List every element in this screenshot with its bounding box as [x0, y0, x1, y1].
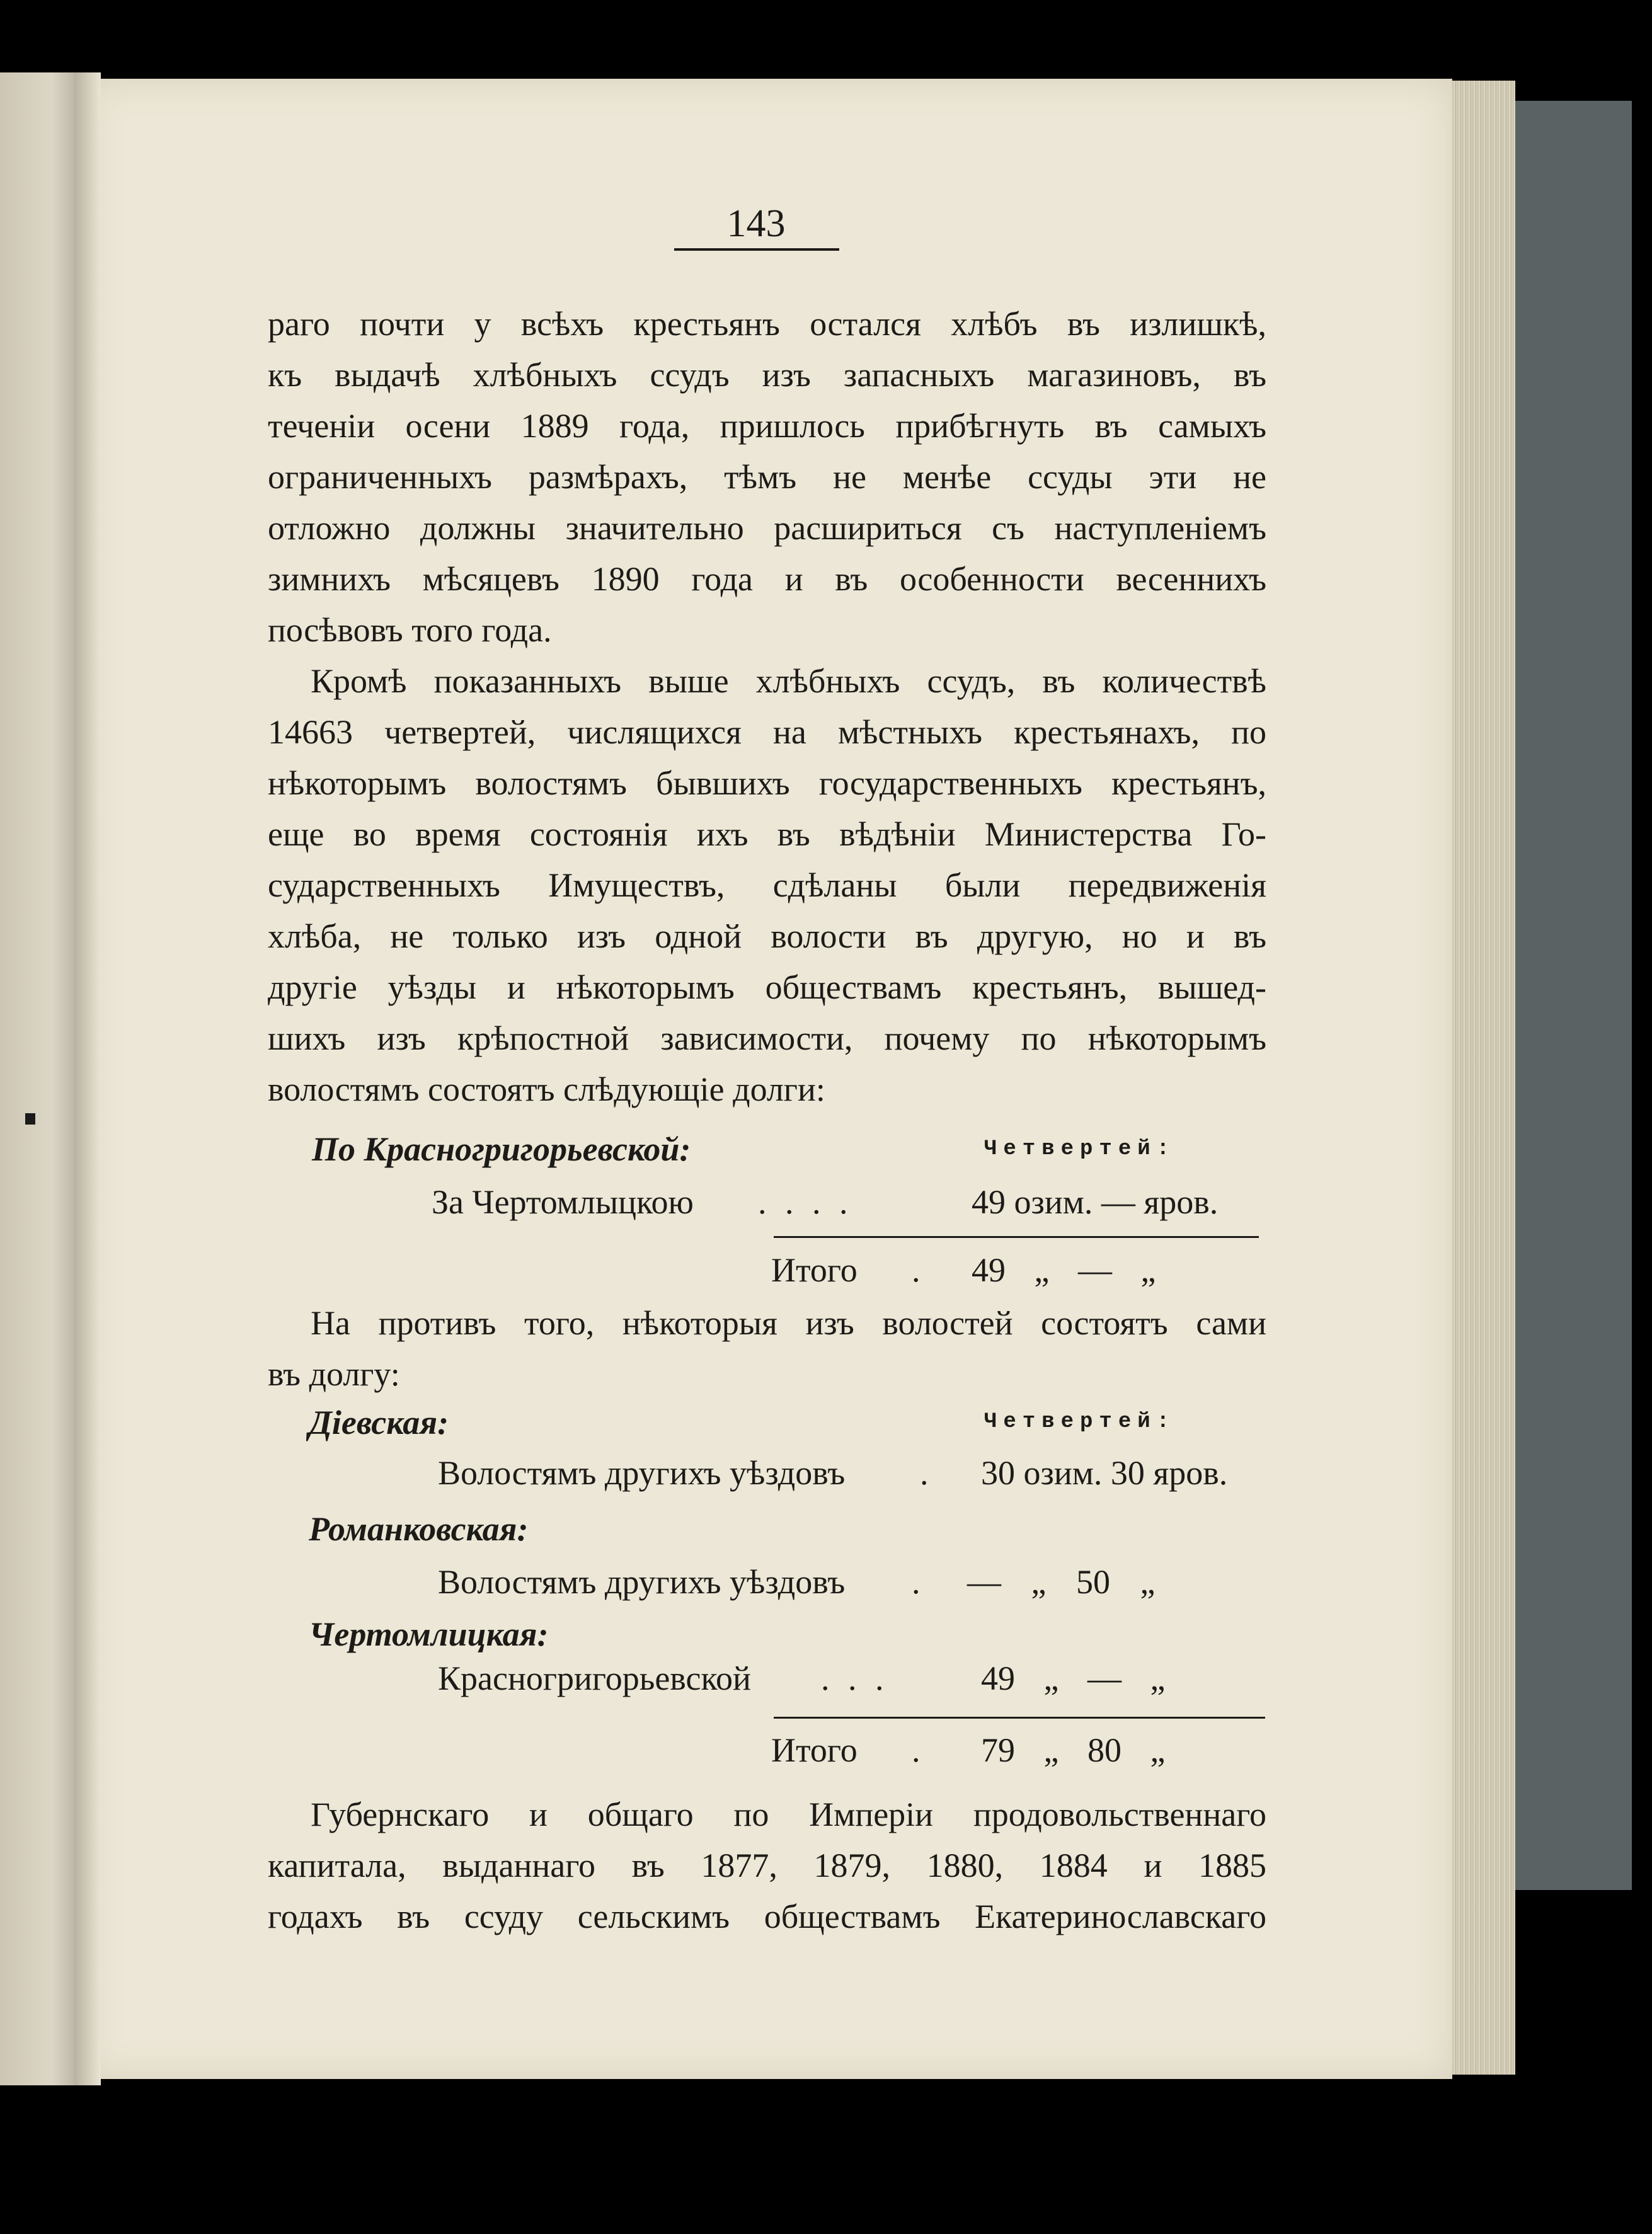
- total-value: 49 „ — „: [972, 1251, 1156, 1289]
- total-label: Итого: [771, 1251, 858, 1289]
- text-line: хлѣба, не только изъ одной волости въ другую, но и въ: [268, 917, 1266, 955]
- paragraph-3: [268, 1298, 1266, 1400]
- sum-rule: [774, 1236, 1259, 1238]
- text-line: другіе уѣзды и нѣкоторымъ обществамъ крестьянъ, вышед-: [268, 968, 1266, 1006]
- text-line: ограниченныхъ размѣрахъ, тѣмъ не менѣе ссуды эти не: [268, 458, 1266, 496]
- row-dots: .: [920, 1454, 929, 1492]
- page-number-rule: [674, 248, 839, 251]
- text-line: шихъ изъ крѣпостной зависимости, почему по нѣкоторымъ: [268, 1019, 1266, 1057]
- page-mark: [25, 1113, 35, 1125]
- row-dots: .: [912, 1563, 921, 1601]
- row-dots: . . .: [821, 1659, 889, 1697]
- text-line: 14663 четвертей, числящихся на мѣстныхъ крестьянахъ, по: [268, 713, 1266, 751]
- sum-rule: [774, 1717, 1265, 1719]
- row-label: За Чертомлыцкою: [432, 1183, 694, 1221]
- text-line: годахъ въ ссуду сельскимъ обществамъ Екатеринославскаго: [268, 1898, 1266, 1935]
- gutter: [74, 72, 101, 2085]
- volost-heading: По Красногригорьевской:: [312, 1130, 691, 1168]
- row-dots: . . . .: [758, 1183, 853, 1221]
- row-label: Красногригорьевской: [438, 1659, 751, 1697]
- text-line: сударственныхъ Имуществъ, сдѣланы были передвиженія: [268, 866, 1266, 904]
- row-value: 49 „ — „: [981, 1659, 1166, 1697]
- text-line: зимнихъ мѣсяцевъ 1890 года и въ особенности весеннихъ: [268, 560, 1266, 598]
- volost-heading: Чертомлицкая:: [309, 1615, 549, 1653]
- page-edges: [1446, 81, 1515, 2075]
- text-line: теченіи осени 1889 года, пришлось прибѣгнуть въ самыхъ: [268, 407, 1266, 445]
- row-label: Волостямъ другихъ уѣздовъ: [438, 1454, 846, 1492]
- paragraph-1: [268, 299, 1266, 656]
- text-line: Губернскаго и общаго по Имперіи продовольственнаго: [311, 1796, 1266, 1833]
- volost-heading: Романковская:: [309, 1510, 529, 1548]
- row-label: Волостямъ другихъ уѣздовъ: [438, 1563, 846, 1601]
- text-line: Кромѣ показанныхъ выше хлѣбныхъ ссудъ, въ количествѣ: [311, 662, 1266, 700]
- text-line: капитала, выданнаго въ 1877, 1879, 1880, 1884 и 1885: [268, 1847, 1266, 1884]
- unit-header: Четвертей:: [984, 1137, 1176, 1161]
- text-line: къ выдачѣ хлѣбныхъ ссудъ изъ запасныхъ магазиновъ, въ: [268, 356, 1266, 394]
- unit-header: Четвертей:: [984, 1410, 1176, 1434]
- text-line: раго почти у всѣхъ крестьянъ остался хлѣбъ въ излишкѣ,: [268, 305, 1266, 343]
- row-value: 49 озим. — яров.: [972, 1183, 1219, 1221]
- paragraph-4: [268, 1789, 1266, 1942]
- text-line: На противъ того, нѣкоторыя изъ волостей состоятъ сами: [311, 1304, 1266, 1342]
- row-value: — „ 50 „: [967, 1563, 1156, 1601]
- total-label: Итого: [771, 1731, 858, 1769]
- text-line: еще во время состоянія ихъ въ вѣдѣніи Министерства Го-: [268, 815, 1266, 853]
- total-value: 79 „ 80 „: [981, 1731, 1166, 1769]
- text-line: нѣкоторымъ волостямъ бывшихъ государственныхъ крестьянъ,: [268, 764, 1266, 802]
- text-line: въ долгу:: [268, 1355, 400, 1393]
- page-number: 143: [726, 202, 786, 245]
- total-dot: .: [912, 1251, 921, 1289]
- total-dot: .: [912, 1731, 921, 1769]
- text-line: волостямъ состоятъ слѣдующіе долги:: [268, 1070, 825, 1108]
- text-line: отложно должны значительно расшириться съ наступленіемъ: [268, 509, 1266, 547]
- row-value: 30 озим. 30 яров.: [981, 1454, 1228, 1492]
- text-line: посѣвовъ того года.: [268, 611, 552, 649]
- volost-heading: Діевская:: [309, 1404, 449, 1441]
- paragraph-2: [268, 656, 1266, 1115]
